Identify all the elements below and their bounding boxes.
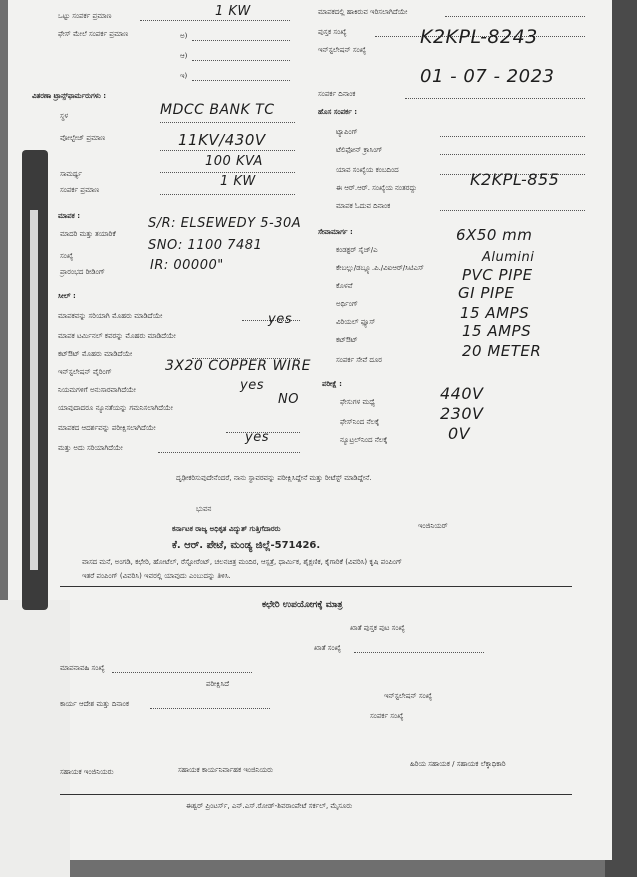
safety-value: NO [278, 392, 299, 407]
test-earth-value: 230V [440, 404, 484, 423]
test-phase-value: 440V [440, 384, 484, 403]
tapping-label: ಟ್ಯಾಪಿಂಗ್ [336, 128, 358, 136]
new-connection-heading: ಹೊಸ ಸಂಪರ್ಕ : [318, 108, 358, 116]
engineer-label: ಇಂಜಿನಿಯರ್ [418, 522, 448, 530]
meter-serial-value: SNO: 1100 7481 [148, 238, 263, 253]
total-load-label: ಒಟ್ಟು ಸಂಪರ್ಕ ಪ್ರಮಾಣ [58, 12, 112, 20]
fuse-label: ವಿರಿಯಲ್ ಫ್ಯೂಸ್ [336, 318, 376, 326]
tf-location-label: ಸ್ಥಳ [60, 112, 69, 120]
pole-no-label: ಯಾವ ಸಂಖ್ಯೆಯ ಕಂಬದಿಂದ [336, 166, 399, 174]
earthing-label: ಅರ್ಥಿಂಗ್ [336, 300, 358, 308]
dotline [405, 98, 585, 99]
phase-load-label: ಫೇಸ್ ಮೇಲೆ ಸಂಪರ್ಕ ಪ್ರಮಾಣ [58, 30, 129, 38]
contractor-label: ಕರ್ನಾಟಕ ರಾಜ್ಯ ಅಧಿಕೃತ ವಿದ್ಯುತ್ ಗುತ್ತಿಗೆದಾರರು [172, 525, 281, 533]
after-rr-value: K2KPL-855 [470, 170, 560, 189]
dotline [192, 60, 290, 61]
dotline [160, 172, 295, 173]
safety-label: ಯಾವುದಾದರೂ ನ್ಯೂನತೆಯನ್ನು ಗಮನಿಸಲಾಗಿದೆಯೇ [58, 404, 173, 412]
usage-note-1: ವಾಸದ ಮನೆ, ಅಂಗಡಿ, ಕಛೇರಿ, ಹೋಟೆಲ್, ರೆಸ್ಟೋರೆಂಟ್, ಚಲನಚಿತ್ರ ಮಂದಿರ, ಆಸ್ಪತ್ರೆ, ಧಾರ್ಮಿಕ, ಶೈಕ್ಷಣಿಕ, ಕೈಗಾರಿಕೆ (ವಿವರಿಸಿ) ಕೃಷಿ ಪಂಪಿಂಗ್ [82, 558, 403, 566]
test-neutral-label: ನ್ಯೂಟ್ರಲ್‌ನಿಂದ ನೆಲಕ್ಕೆ [340, 436, 388, 444]
asst-exec-engineer-label: ಸಹಾಯಕ ಕಾರ್ಯನಿರ್ವಾಹಕ ಇಂಜಿನಿಯರು [178, 766, 274, 774]
telephone-crossing-label: ಟೆಲಿಫೋನ್ ಕ್ರಾಸಿಂಗ್ [336, 146, 383, 154]
wiring-value: 3X20 COPPER WIRE [165, 358, 312, 374]
certification-text: ದೃಢೀಕರಿಸುವುದೇನೆಂದರೆ, ನಾನು ಸ್ಥಾವರವನ್ನು ಪರೀಕ್ಷಿಸಿದ್ದೇನೆ ಮತ್ತು ರೀಟೆಸ್ಟ್ ಮಾಡಿದ್ದೇನೆ. [176, 474, 372, 482]
tf-voltage-value: 11KV/430V [178, 131, 266, 149]
rules-label: ನಿಯಮಗಳಿಗೆ ಅನುಸಾರವಾಗಿದೆಯೇ [58, 386, 136, 394]
phase-c-label: ಇ) [180, 72, 188, 80]
meter-reading-value: IR: 00000" [150, 258, 224, 273]
dotline [192, 80, 290, 81]
dotline [440, 210, 585, 211]
meter-seal-label: ಮಾಪಕದಲ್ಲಿ ಹಾಕಿರುವ ಇರಿಸಲಾಗಿದೆಯೇ [318, 8, 408, 16]
usage-note-2: ಇತರೆ ಪಂಪಿಂಗ್ (ವಿವರಿಸಿ) ಇವರಲ್ಲಿ ಯಾವುದು ಎಂಬುದನ್ನು ತಿಳಿಸಿ. [82, 572, 231, 580]
office-install-no-label: ಇನ್‌ಸ್ಟಲೇಷನ್ ಸಂಖ್ಯೆ [384, 692, 433, 700]
meter-register-label: ಮಾಪನಾವಹಿ ಸಂಖ್ಯೆ [60, 664, 105, 672]
seal-value: yes [268, 312, 292, 327]
cutout-label: ಕಟ್‌ಔಟ್ [336, 336, 358, 344]
test-neutral-value: 0V [448, 424, 471, 443]
underlying-sheet [0, 600, 70, 877]
dotline [160, 194, 295, 195]
meter-heading: ಮಾಪಕ : [58, 212, 81, 220]
wiring-label: ಇನ್‌ಸ್ಟಲೇಷನ್ ವೈರಿಂಗ್ [58, 368, 112, 376]
earthing-value: GI PIPE [458, 284, 515, 302]
phase-b-label: ಆ) [180, 52, 188, 60]
footer-divider [60, 794, 572, 795]
install-no-label: ಇನ್‌ಸ್ಟಲೇಷನ್ ಸಂಖ್ಯೆ [318, 46, 367, 54]
signature-name: ಭುವನ [196, 505, 212, 513]
senior-assistant-label: ಹಿರಿಯ ಸಹಾಯಕ / ಸಹಾಯಕ ಲೆಕ್ಕಾಧಿಕಾರಿ [410, 760, 506, 768]
dotline [445, 16, 585, 17]
test-phase-label: ಫೇಸುಗಳ ಮಧ್ಯೆ [340, 398, 375, 406]
tf-load-value: 1 KW [220, 174, 256, 189]
pipe-label: ಕೊಳವೆ [336, 282, 353, 290]
pipe-value: PVC PIPE [462, 266, 533, 284]
connection-no-label: ಸಂಪರ್ಕ ಸಂಖ್ಯೆ [370, 712, 404, 720]
transformer-heading: ವಿತರಣಾ ಟ್ರಾನ್ಸ್‌ಫಾರ್ಮರುಗಳು : [32, 92, 107, 100]
book-no-label: ಪುಸ್ತಕ ಸಂಖ್ಯೆ [318, 28, 347, 36]
distance-label: ಸಂಪರ್ಕ ಸೇವೆ ದೂರ [336, 356, 383, 364]
distance-value: 20 METER [462, 342, 542, 360]
date-label: ಸಂಪರ್ಕ ದಿನಾಂಕ [318, 90, 356, 98]
fuse-value: 15 AMPS [460, 304, 530, 322]
cable-value: Alumini [482, 250, 535, 265]
cable-label: ಕೇಬಲ್ಲು/ಡಬ್ಲ್ಯೂ.ಪಿ./ವಿಐಆರ್/ಸಿಟಿಎಸ್ [336, 264, 424, 272]
dotline [158, 452, 300, 453]
cutout-value: 15 AMPS [462, 322, 532, 340]
after-rr-label: ಈ ಆರ್.ಆರ್. ಸಂಖ್ಯೆಯ ನಂತರದ್ದು [336, 184, 417, 192]
meter-make-value: S/R: ELSEWEDY 5-30A [148, 216, 302, 231]
ledger-page-label: ಖಾತೆ ಪುಸ್ತಕ ಪುಟ ಸಂಖ್ಯೆ [350, 624, 405, 632]
dotline [150, 708, 270, 709]
tf-capacity-label: ಸಾಮರ್ಥ್ಯ [60, 170, 82, 178]
dotline [140, 20, 290, 21]
service-heading: ಸೇವಾಮಾರ್ಗ : [318, 228, 353, 236]
install-no-value: K2KPL-8243 [420, 26, 538, 48]
dotline [192, 40, 290, 41]
meter-reading-label: ಪ್ರಾರಂಭದ ರೀಡಿಂಗ್ [60, 268, 105, 276]
meter-serial-label: ಸಂಖ್ಯೆ [60, 252, 74, 260]
printer-credit: ಈಶ್ವರ್ ಪ್ರಿಂಟರ್ಸ್, ಎನ್.ಎಸ್.ರೋಡ್-ಶಿವರಾಂಪೇಟೆ ಸರ್ಕಲ್, ಮೈಸೂರು [186, 802, 353, 810]
ok-value: yes [245, 430, 269, 445]
tf-voltage-label: ವೋಲ್ಟೇಜ್ ಪ್ರಮಾಣ [60, 134, 106, 142]
rules-value: yes [240, 378, 264, 393]
tf-location-value: MDCC BANK TC [160, 102, 275, 118]
dotline [160, 122, 295, 123]
dotline [440, 154, 585, 155]
conductor-label: ಕಂಡಕ್ಟರ್ ಸೈಜ್/ಎ [336, 246, 378, 254]
seal-1-label: ಮಾಪಕವನ್ನು ಸರಿಯಾಗಿ ಮೊಹರು ಮಾಡಿದೆಯೇ [58, 312, 163, 320]
dotline [112, 672, 252, 673]
check-label: ಮಾಪಕದ ಆದರ್ಶವನ್ನು ಪರೀಕ್ಷಿಸಲಾಗಿದೆಯೇ [58, 424, 156, 432]
seal-3-label: ಕಟ್‌ಔಟ್ ಮೊಹರು ಮಾಡಿದೆಯೇ [58, 350, 133, 358]
reading-date-label: ಮಾಪಕ ಓದುವ ದಿನಾಂಕ [336, 202, 391, 210]
phase-a-label: ಅ) [180, 32, 188, 40]
dotline [354, 652, 484, 653]
office-use-heading: ಕಛೇರಿ ಉಪಯೋಗಕ್ಕೆ ಮಾತ್ರ [262, 600, 343, 610]
asst-engineer-label: ಸಹಾಯಕ ಇಂಜಿನಿಯರು [60, 768, 114, 776]
date-value: 01 - 07 - 2023 [420, 66, 555, 87]
seal-2-label: ಮಾಪಕ ಟರ್ಮಿನಲ್ ಕವರನ್ನು ಮೊಹರು ಮಾಡಿದೆಯೇ [58, 332, 176, 340]
section-divider [60, 586, 572, 587]
seal-heading: ಸೀಲ್ : [58, 292, 76, 300]
contractor-address: ಕೆ. ಆರ್. ಪೇಟೆ, ಮಂಡ್ಯ ಜಿಲ್ಲೆ-571426. [172, 540, 321, 551]
meter-make-label: ಮಾದರಿ ಮತ್ತು ತಯಾರಿಕೆ [60, 230, 116, 238]
dotline [440, 136, 585, 137]
ok-label: ಮತ್ತು ಅದು ಸರಿಯಾಗಿದೆಯೇ [58, 444, 123, 452]
account-no-label: ಖಾತೆ ಸಂಖ್ಯೆ [314, 644, 341, 652]
binding-strip [22, 150, 48, 610]
tf-load-label: ಸಂಪರ್ಕ ಪ್ರಮಾಣ [60, 186, 100, 194]
tf-capacity-value: 100 KVA [205, 154, 263, 169]
test-heading: ಪರೀಕ್ಷೆ : [322, 380, 342, 388]
dotline [160, 150, 295, 151]
checked-label: ಪರೀಕ್ಷಿಸಿದೆ [206, 680, 230, 688]
conductor-value: 6X50 mm [456, 226, 533, 244]
test-earth-label: ಫೇಸ್‌ನಿಂದ ನೆಲಕ್ಕೆ [340, 418, 380, 426]
total-load-value: 1 KW [215, 4, 251, 19]
work-order-label: ಕಾರ್ಯ ಆದೇಶ ಮತ್ತು ದಿನಾಂಕ [60, 700, 130, 708]
